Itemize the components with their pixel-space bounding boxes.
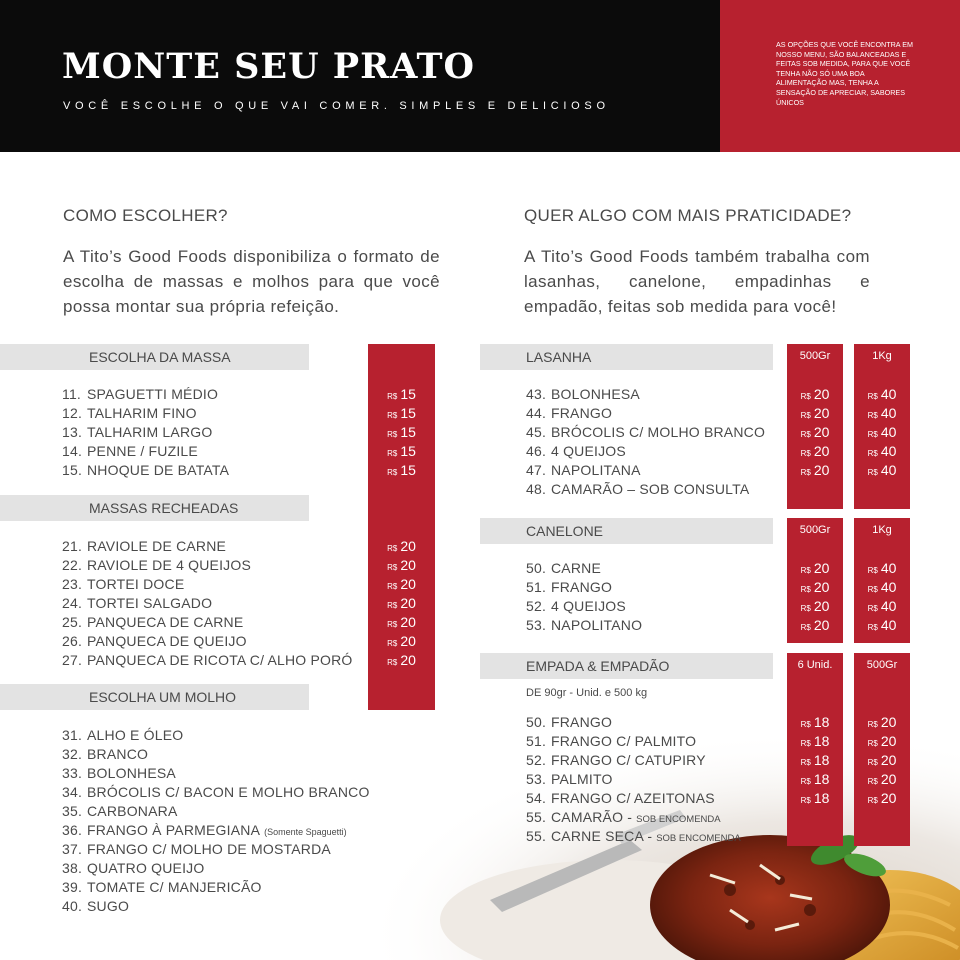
price: R$ 20 [800,386,830,402]
list-item: 52. 4 QUEIJOS [526,598,626,614]
price: R$ 15 [387,424,416,440]
price: R$ 20 [867,790,897,806]
list-item: 39. TOMATE C/ MANJERICÃO [62,879,262,895]
list-massa [62,385,229,480]
page-subtitle: VOCÊ ESCOLHE O QUE VAI COMER. SIMPLES E DELICIOSO [63,100,610,112]
list-item: 43. BOLONHESA [526,386,640,402]
list-item: 14. PENNE / FUZILE [62,443,198,459]
page-title: MONTE SEU PRATO [62,46,475,87]
prices-canelone-1kg [854,559,910,635]
price: R$ 18 [800,733,830,749]
list-item: 47. NAPOLITANA [526,462,641,478]
list-item: 55. CAMARÃO - SOB ENCOMENDA [526,809,721,825]
price: R$ 20 [800,462,830,478]
section-bar-lasanha: LASANHA [480,344,773,370]
intro-left-heading: COMO ESCOLHER? [63,206,228,225]
list-item: 31. ALHO E ÓLEO [62,727,184,743]
price: R$ 15 [387,405,416,421]
price: R$ 20 [800,579,830,595]
price: R$ 40 [867,424,897,440]
price: R$ 40 [867,405,897,421]
prices-empada-6unid [787,713,843,808]
price: R$ 20 [387,576,416,592]
column-header: 500Gr [799,524,831,536]
price: R$ 20 [800,560,830,576]
list-item: 26. PANQUECA DE QUEIJO [62,633,247,649]
list-item: 48. CAMARÃO – SOB CONSULTA [526,481,750,497]
price: R$ 15 [387,386,416,402]
list-item: 40. SUGO [62,898,130,914]
prices-empada-500gr [854,713,910,808]
list-item: 53. PALMITO [526,771,613,787]
empada-note: DE 90gr - Unid. e 500 kg [526,687,648,699]
prices-lasanha-500gr [787,385,843,480]
prices-lasanha-1kg [854,385,910,480]
price: R$ 20 [387,557,416,573]
prices-recheadas [368,537,435,670]
list-item: 52. FRANGO C/ CATUPIRY [526,752,706,768]
price: R$ 15 [387,462,416,478]
list-item: 35. CARBONARA [62,803,178,819]
price: R$ 18 [800,771,830,787]
list-item: 12. TALHARIM FINO [62,405,197,421]
price: R$ 15 [387,443,416,459]
list-item: 21. RAVIOLE DE CARNE [62,538,227,554]
list-item: 32. BRANCO [62,746,149,762]
column-header: 6 Unid. [797,659,833,671]
list-molho [62,726,370,916]
section-bar-molho: ESCOLHA UM MOLHO [0,684,309,710]
list-item: 50. CARNE [526,560,602,576]
price: R$ 20 [800,598,830,614]
price: R$ 20 [387,538,416,554]
intro-right-heading: QUER ALGO COM MAIS PRATICIDADE? [524,206,852,225]
list-recheadas [62,537,353,670]
prices-massa [368,385,435,480]
list-item: 46. 4 QUEIJOS [526,443,626,459]
list-item: 34. BRÓCOLIS C/ BACON E MOLHO BRANCO [62,784,370,800]
list-item: 51. FRANGO C/ PALMITO [526,733,697,749]
list-item: 11. SPAGUETTI MÉDIO [62,386,219,402]
list-item: 50. FRANGO [526,714,613,730]
section-bar-recheadas: MASSAS RECHEADAS [0,495,309,521]
list-lasanha [526,385,765,499]
header-note: AS OPÇÕES QUE VOCÊ ENCONTRA EM NOSSO MENU, SÃO BALANCEADAS E FEITAS SOB MEDIDA, PARA QUE VOCÊ TENHA NÃO SÓ UMA BOA ALIMENTAÇÃO MAS, TENHA A SENSAÇÃO DE APRECIAR, SABORES ÚNICOS [776,40,913,107]
intro-left-text: A Tito’s Good Foods disponibiliza o formato de escolha de massas e molhos para que você possa montar sua própria refeição. [63,247,440,316]
list-item: 13. TALHARIM LARGO [62,424,213,440]
list-item: 23. TORTEI DOCE [62,576,185,592]
list-empada [526,713,741,846]
list-item: 37. FRANGO C/ MOLHO DE MOSTARDA [62,841,331,857]
price: R$ 18 [800,790,830,806]
list-item: 45. BRÓCOLIS C/ MOLHO BRANCO [526,424,766,440]
price: R$ 40 [867,443,897,459]
price: R$ 40 [867,462,897,478]
list-item: 55. CARNE SECA - SOB ENCOMENDA [526,828,741,844]
column-header: 500Gr [799,350,831,362]
price: R$ 40 [867,617,897,633]
column-header: 1Kg [872,524,892,536]
section-bar-empada: EMPADA & EMPADÃO [480,653,773,679]
list-item: 36. FRANGO À PARMEGIANA (Somente Spaguetti) [62,822,347,838]
prices-canelone-500gr [787,559,843,635]
price: R$ 40 [867,560,897,576]
price: R$ 20 [867,752,897,768]
header-note-box [720,0,960,152]
price: R$ 40 [867,598,897,614]
intro-right-text: A Tito’s Good Foods também trabalha com lasanhas, canelone, empadinhas e empadão, feitas sob medida para você! [524,247,870,316]
price: R$ 20 [867,714,897,730]
column-header: 1Kg [872,350,892,362]
list-item: 33. BOLONHESA [62,765,176,781]
section-bar-massa: ESCOLHA DA MASSA [0,344,309,370]
price: R$ 20 [387,614,416,630]
price: R$ 20 [800,405,830,421]
price: R$ 20 [387,595,416,611]
price: R$ 20 [800,443,830,459]
list-item: 27. PANQUECA DE RICOTA C/ ALHO PORÓ [62,652,353,668]
price: R$ 20 [800,424,830,440]
list-canelone [526,559,642,635]
price: R$ 20 [387,652,416,668]
list-item: 22. RAVIOLE DE 4 QUEIJOS [62,557,252,573]
price: R$ 40 [867,386,897,402]
price: R$ 40 [867,579,897,595]
price: R$ 18 [800,752,830,768]
price: R$ 20 [867,771,897,787]
list-item: 25. PANQUECA DE CARNE [62,614,244,630]
list-item: 15. NHOQUE DE BATATA [62,462,230,478]
list-item: 44. FRANGO [526,405,613,421]
list-item: 24. TORTEI SALGADO [62,595,213,611]
header-banner [0,0,720,152]
list-item: 51. FRANGO [526,579,613,595]
section-bar-canelone: CANELONE [480,518,773,544]
list-item: 53. NAPOLITANO [526,617,643,633]
price: R$ 18 [800,714,830,730]
price: R$ 20 [867,733,897,749]
price: R$ 20 [387,633,416,649]
list-item: 38. QUATRO QUEIJO [62,860,205,876]
column-header: 500Gr [866,659,898,671]
list-item: 54. FRANGO C/ AZEITONAS [526,790,715,806]
price: R$ 20 [800,617,830,633]
